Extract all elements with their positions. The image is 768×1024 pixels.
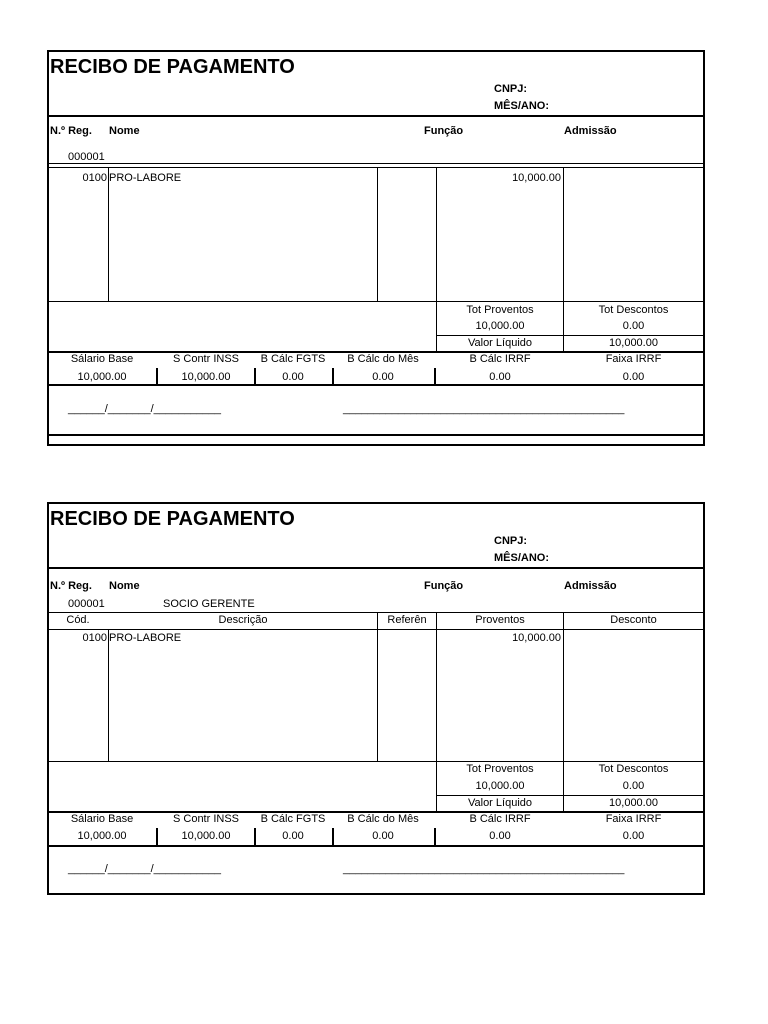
valor-liquido-value: 10,000.00 xyxy=(609,337,658,349)
divider xyxy=(49,301,703,302)
divider xyxy=(49,115,703,117)
employee-name: SOCIO GERENTE xyxy=(163,598,255,610)
tot-proventos-label: Tot Proventos xyxy=(466,304,534,316)
admissao-label: Admissão xyxy=(564,580,617,592)
base-label: Faixa IRRF xyxy=(605,813,662,825)
nome-label: Nome xyxy=(109,125,140,137)
admissao-label: Admissão xyxy=(564,125,617,137)
reg-label: N.º Reg. xyxy=(50,125,92,137)
receipt-1 xyxy=(47,50,705,446)
divider xyxy=(332,828,334,845)
divider xyxy=(436,795,703,796)
base-value: 10,000.00 xyxy=(181,371,231,383)
divider xyxy=(108,167,109,301)
col-cod-header: Cód. xyxy=(66,614,90,626)
base-label: B Cálc FGTS xyxy=(260,353,326,365)
base-label: S Contr INSS xyxy=(172,813,240,825)
valor-liquido-label: Valor Líquido xyxy=(467,337,532,349)
base-label: Faixa IRRF xyxy=(605,353,662,365)
divider xyxy=(436,335,703,336)
base-label: Sálario Base xyxy=(70,813,134,825)
item-proventos: 10,000.00 xyxy=(512,172,561,184)
divider xyxy=(49,567,703,569)
tot-descontos-label: Tot Descontos xyxy=(598,304,669,316)
cnpj-label: CNPJ: xyxy=(494,83,528,95)
divider xyxy=(49,434,703,436)
divider xyxy=(49,761,703,762)
base-label: Sálario Base xyxy=(70,353,134,365)
item-cod: 0100 xyxy=(82,632,107,644)
item-descricao: PRO-LABORE xyxy=(109,172,182,184)
divider xyxy=(49,629,703,630)
base-value: 0.00 xyxy=(372,830,394,842)
divider xyxy=(377,612,378,629)
valor-liquido-label: Valor Líquido xyxy=(467,797,532,809)
col-proventos-header: Proventos xyxy=(475,614,525,626)
tot-proventos-label: Tot Proventos xyxy=(466,763,534,775)
col-desconto-header: Desconto xyxy=(610,614,657,626)
date-blank: ______/_______/___________ xyxy=(68,403,221,415)
mes-ano-label: MÊS/ANO: xyxy=(494,552,549,564)
signature-line: ______________________________________________ xyxy=(343,403,625,415)
base-value: 10,000.00 xyxy=(181,830,231,842)
reg-label: N.º Reg. xyxy=(50,580,92,592)
base-value: 10,000.00 xyxy=(77,830,127,842)
funcao-label: Função xyxy=(424,125,464,137)
divider xyxy=(563,612,564,629)
funcao-label: Função xyxy=(424,580,464,592)
divider xyxy=(436,612,437,629)
base-value: 0.00 xyxy=(489,830,511,842)
divider xyxy=(49,384,703,386)
item-descricao: PRO-LABORE xyxy=(109,632,182,644)
reg-value: 000001 xyxy=(68,598,105,610)
divider xyxy=(434,828,436,845)
reg-value: 000001 xyxy=(68,151,105,163)
divider xyxy=(49,612,703,613)
base-label: B Cálc IRRF xyxy=(469,813,531,825)
divider xyxy=(49,167,703,168)
base-label: B Cálc do Mês xyxy=(347,813,419,825)
col-referencia-header: Referên xyxy=(387,614,427,626)
divider xyxy=(108,629,109,761)
tot-proventos-value: 10,000.00 xyxy=(475,320,525,332)
base-label: B Cálc do Mês xyxy=(347,353,419,365)
date-blank: ______/_______/___________ xyxy=(68,863,221,875)
receipt-title: RECIBO DE PAGAMENTO xyxy=(50,56,295,78)
tot-proventos-value: 10,000.00 xyxy=(475,780,525,792)
divider xyxy=(434,368,436,384)
base-label: S Contr INSS xyxy=(172,353,240,365)
tot-descontos-label: Tot Descontos xyxy=(598,763,669,775)
cnpj-label: CNPJ: xyxy=(494,535,528,547)
base-label: B Cálc IRRF xyxy=(469,353,531,365)
signature-line: ______________________________________________ xyxy=(343,863,625,875)
base-value: 10,000.00 xyxy=(77,371,127,383)
divider xyxy=(49,163,703,164)
divider xyxy=(377,167,378,301)
base-value: 0.00 xyxy=(372,371,394,383)
divider xyxy=(49,845,703,847)
tot-descontos-value: 0.00 xyxy=(622,780,645,792)
divider xyxy=(377,629,378,761)
col-descricao-header: Descrição xyxy=(218,614,268,626)
base-value: 0.00 xyxy=(622,830,645,842)
base-label: B Cálc FGTS xyxy=(260,813,326,825)
tot-descontos-value: 0.00 xyxy=(622,320,645,332)
valor-liquido-value: 10,000.00 xyxy=(609,797,658,809)
receipt-2 xyxy=(47,502,705,895)
item-proventos: 10,000.00 xyxy=(512,632,561,644)
mes-ano-label: MÊS/ANO: xyxy=(494,100,549,112)
nome-label: Nome xyxy=(109,580,140,592)
divider xyxy=(332,368,334,384)
receipt-title: RECIBO DE PAGAMENTO xyxy=(50,508,295,530)
base-value: 0.00 xyxy=(282,830,304,842)
base-value: 0.00 xyxy=(282,371,304,383)
base-value: 0.00 xyxy=(622,371,645,383)
base-value: 0.00 xyxy=(489,371,511,383)
item-cod: 0100 xyxy=(82,172,107,184)
